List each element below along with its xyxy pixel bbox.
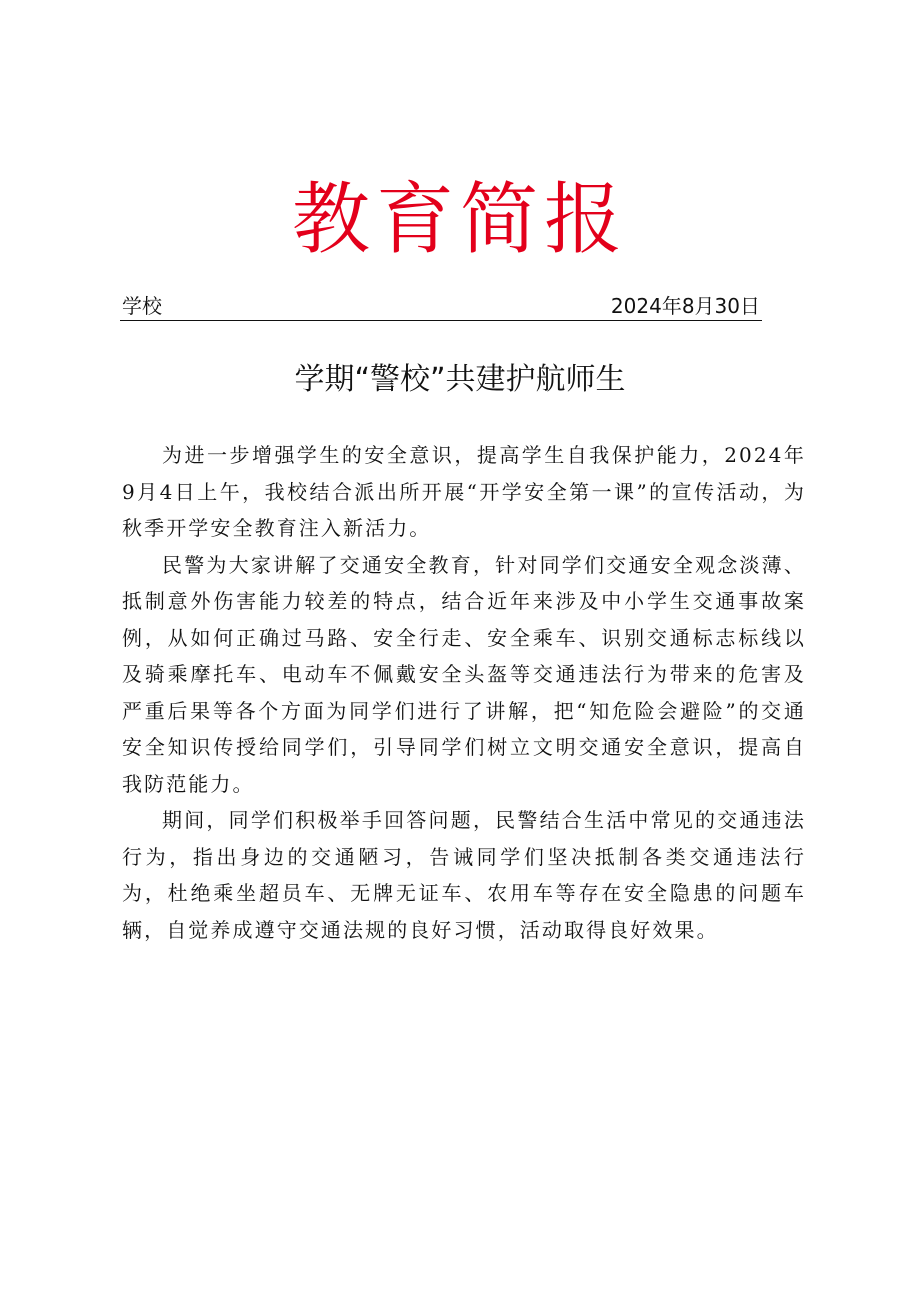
article-body bbox=[122, 437, 806, 948]
meta-line bbox=[120, 292, 762, 321]
article-paragraph: 民警为大家讲解了交通安全教育，针对同学们交通安全观念淡薄、抵制意外伤害能力较差的特点，结合近年来涉及中小学生交通事故案例，从如何正确过马路、安全行走、安全乘车、识别交通标志标线以及骑乘摩托车、电动车不佩戴安全头盔等交通违法行为带来的危害及严重后果等各个方面为同学们进行了讲解，把“知危险会避险”的交通安全知识传授给同学们，引导同学们树立文明交通安全意识，提高自我防范能力。 bbox=[122, 552, 806, 796]
article-paragraph: 期间，同学们积极举手回答问题，民警结合生活中常见的交通违法行为，指出身边的交通陋习，告诫同学们坚决抵制各类交通违法行为，杜绝乘坐超员车、无牌无证车、农用车等存在安全隐患的问题车辆，自觉养成遵守交通法规的良好习惯，活动取得良好效果。 bbox=[122, 808, 806, 942]
issue-date: 2024年8月30日 bbox=[610, 294, 760, 318]
article-paragraph: 为进一步增强学生的安全意识，提高学生自我保护能力，2024年9月4日上午，我校结合派出所开展“开学安全第一课”的宣传活动，为秋季开学安全教育注入新活力。 bbox=[122, 443, 806, 540]
school-label: 学校 bbox=[122, 294, 162, 318]
masthead-title: 教育简报 bbox=[291, 175, 628, 265]
article-headline: 学期“警校”共建护航师生 bbox=[294, 362, 626, 397]
